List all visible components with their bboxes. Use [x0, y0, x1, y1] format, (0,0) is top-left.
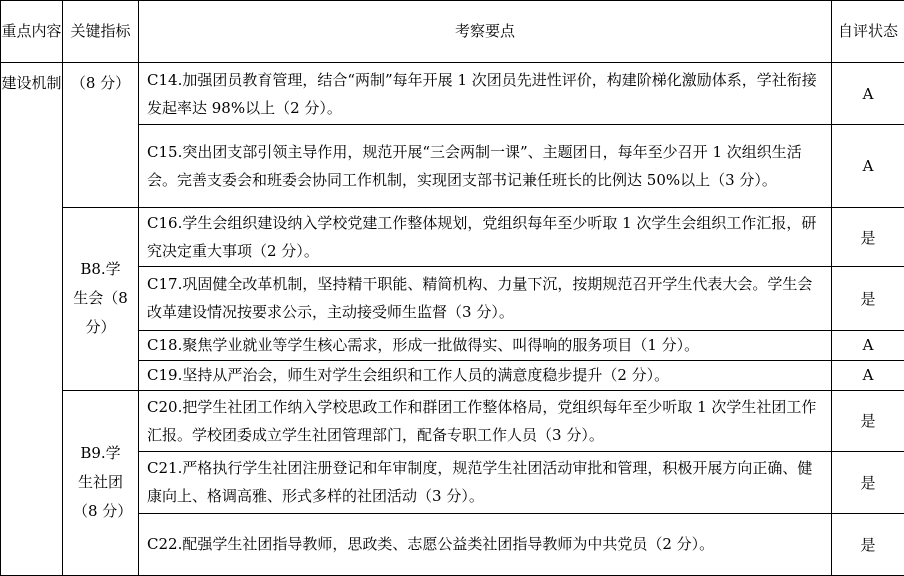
review-point: C18.聚焦学业就业等学生核心需求，形成一批做得实、叫得响的服务项目（1 分）。 — [139, 330, 832, 360]
header-self-status: 自评状态 — [832, 1, 904, 63]
status-cell: A — [832, 360, 904, 390]
header-row — [1, 1, 904, 63]
indicator-cell: B8.学生会（8 分） — [63, 208, 139, 390]
header-key-indicator: 关键指标 — [63, 1, 139, 63]
table-row — [1, 208, 904, 267]
indicator-cell: （8 分） — [63, 63, 139, 208]
review-point: C16.学生会组织建设纳入学校党建工作整体规划，党组织每年至少听取 1 次学生会组织工作汇报，研究决定重大事项（2 分）。 — [139, 208, 832, 267]
status-cell: 是 — [832, 513, 904, 575]
indicator-cell: B9.学生社团（8 分） — [63, 390, 139, 575]
review-point: C17.巩固健全改革机制，坚持精干职能、精简机构、力量下沉，按期规范召开学生代表大会。学生会改革建设情况按要求公示，主动接受师生监督（3 分）。 — [139, 267, 832, 330]
header-focus-content: 重点内容 — [1, 1, 63, 63]
status-cell: A — [832, 330, 904, 360]
status-cell: 是 — [832, 390, 904, 451]
category-cell: 建设机制 — [1, 63, 63, 576]
review-point: C19.坚持从严治会，师生对学生会组织和工作人员的满意度稳步提升（2 分）。 — [139, 360, 832, 390]
status-cell: A — [832, 63, 904, 125]
review-point: C14.加强团员教育管理，结合“两制”每年开展 1 次团员先进性评价，构建阶梯化激励体系，学社衔接发起率达 98%以上（2 分）。 — [139, 63, 832, 125]
status-cell: 是 — [832, 208, 904, 267]
status-cell: A — [832, 125, 904, 208]
review-point: C20.把学生社团工作纳入学校思政工作和群团工作整体格局，党组织每年至少听取 1 次学生社团工作汇报。学校团委成立学生社团管理部门，配备专职工作人员（3 分）。 — [139, 390, 832, 451]
status-cell: 是 — [832, 267, 904, 330]
review-point: C22.配强学生社团指导教师，思政类、志愿公益类社团指导教师为中共党员（2 分）。 — [139, 513, 832, 575]
status-cell: 是 — [832, 451, 904, 513]
table-row — [1, 390, 904, 451]
header-review-points: 考察要点 — [139, 1, 832, 63]
review-point: C21.严格执行学生社团注册登记和年审制度，规范学生社团活动审批和管理，积极开展方向正确、健康向上、格调高雅、形式多样的社团活动（3 分）。 — [139, 451, 832, 513]
review-point: C15.突出团支部引领主导作用，规范开展“三会两制一课”、主题团日，每年至少召开 1 次组织生活会。完善支委会和班委会协同工作机制，实现团支部书记兼任班长的比例达 50%以上（3 分）。 — [139, 125, 832, 208]
table-row — [1, 63, 904, 125]
